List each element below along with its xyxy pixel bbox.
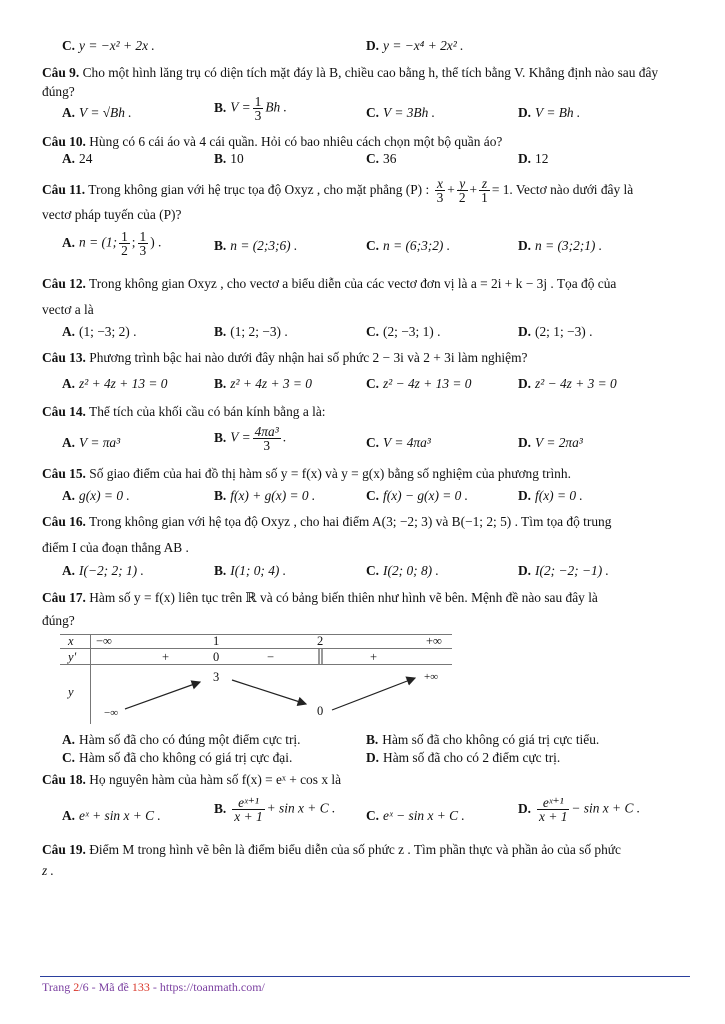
q12-option-d: D. (2; 1; −3) .: [518, 324, 593, 339]
vt-y-0: −∞: [104, 707, 119, 719]
footer-site-link[interactable]: - https://toanmath.com/: [149, 980, 265, 994]
q13-option-b: B. z² + 4z + 3 = 0: [214, 376, 312, 391]
q19-stem-2: z .: [42, 863, 54, 878]
vt-x-label: x: [68, 634, 74, 648]
q9-option-d: D. V = Bh .: [518, 105, 581, 120]
q18-options: [62, 795, 702, 826]
q15-option-b: B. f(x) + g(x) = 0 .: [214, 488, 316, 503]
footer-page-number: 2: [73, 980, 80, 994]
q13-option-c: C. z² − 4z + 13 = 0: [366, 376, 472, 391]
vt-y-label: y: [68, 685, 74, 699]
q16-options: [62, 561, 702, 581]
q12-option-b: B. (1; 2; −3) .: [214, 324, 288, 339]
q11-option-b: B. n = (2;3;6) .: [214, 238, 298, 253]
q15-option-a: A. g(x) = 0 .: [62, 488, 130, 503]
q18-option-c: C. eˣ − sin x + C .: [366, 808, 465, 823]
q14-options: [62, 424, 702, 453]
q15-stem: Câu 15. Số giao điểm của hai đồ thị hàm số y = f(x) và y = g(x) bằng số nghiệm của phương trình.: [42, 466, 571, 481]
q11-stem-2: vectơ pháp tuyến của (P)?: [42, 207, 182, 222]
q15-option-c: C. f(x) − g(x) = 0 .: [366, 488, 469, 503]
q17-option-a: A. Hàm số đã cho có đúng một điểm cực trị.: [62, 732, 301, 747]
footer-prefix: Trang: [42, 980, 74, 994]
q14-option-d: D. V = 2πa³: [518, 435, 583, 450]
q12-stem-2: vectơ a là: [42, 302, 94, 317]
q16-option-d: D. I(2; −2; −1) .: [518, 563, 609, 578]
q12-option-a: A. (1; −3; 2) .: [62, 324, 137, 339]
q10-option-d: D. 12: [518, 151, 549, 166]
q15-option-d: D. f(x) = 0 .: [518, 488, 583, 503]
vt-y-1: 3: [213, 670, 220, 684]
q9-option-b: B. V = $\frac{1}{3}$ Bh .: [214, 94, 287, 123]
arrow-up-2: [332, 678, 415, 710]
q13-option-d: D. z² − 4z + 3 = 0: [518, 376, 617, 391]
q9-options: [62, 94, 702, 123]
q18-stem: Câu 18. Họ nguyên hàm của hàm số f(x) = eˣ + cos x là: [42, 772, 342, 787]
q14-option-b: B. V = $\frac{\text{4πa³}}{3}$ .: [214, 424, 287, 453]
q8-options: [62, 36, 702, 56]
q13-stem: Câu 13. Phương trình bậc hai nào dưới đây nhận hai số phức 2 − 3i và 2 + 3i làm nghiệm?: [42, 350, 528, 365]
q8-option-d: D. y = −x⁴ + 2x² .: [366, 38, 464, 53]
q10-option-b: B. 10: [214, 151, 244, 166]
q11-option-d: D. n = (3;2;1) .: [518, 238, 603, 253]
q19-stem: Câu 19. Điểm M trong hình vẽ bên là điểm biểu diễn của số phức z . Tìm phần thực và phần ảo của số phức: [42, 842, 621, 857]
vt-x-3: +∞: [426, 634, 442, 648]
q16-option-b: B. I(1; 0; 4) .: [214, 563, 287, 578]
arrow-up-1: [125, 682, 200, 709]
q13-options: [62, 374, 702, 394]
q16-option-a: A. I(−2; 2; 1) .: [62, 563, 144, 578]
q16-option-c: C. I(2; 0; 8) .: [366, 563, 439, 578]
q9-option-a: A. V = √Bh .: [62, 105, 132, 120]
vt-sign-2: −: [267, 650, 275, 664]
q12-stem: Câu 12. Trong không gian Oxyz , cho vectơ a biểu diễn của các vectơ đơn vị là a = 2i + k − 3j . Tọa độ của: [42, 276, 617, 291]
q18-option-a: A. eˣ + sin x + C .: [62, 808, 161, 823]
q17-option-d: D. Hàm số đã cho có 2 điểm cực trị.: [366, 750, 561, 765]
vt-sign-4: +: [370, 650, 378, 664]
q9-option-c: C. V = 3Bh .: [366, 105, 435, 120]
q8-option-c: C. y = −x² + 2x .: [62, 38, 155, 53]
q17-options-row1: [62, 730, 702, 750]
q17-stem-2: đúng?: [42, 613, 75, 628]
footer-sep: /6 - Mã đề: [79, 980, 132, 994]
q16-stem: Câu 16. Trong không gian với hệ tọa độ Oxyz , cho hai điểm A(3; −2; 3) và B(−1; 2; 5) . Tìm tọa độ trung: [42, 514, 612, 529]
q9-stem: Câu 9. Cho một hình lăng trụ có diện tích mặt đáy là B, chiều cao bằng h, thể tích bằng V. Khẳng định nào sau đây đúng?: [42, 65, 659, 99]
q17-option-b: B. Hàm số đã cho không có giá trị cực tiểu.: [366, 732, 600, 747]
vt-sign-0: +: [162, 650, 170, 664]
q11-option-c: C. n = (6;3;2) .: [366, 238, 451, 253]
q17-stem: Câu 17. Hàm số y = f(x) liên tục trên ℝ và có bảng biến thiên như hình vẽ bên. Mệnh đề nào sau đây là: [42, 590, 598, 605]
q14-stem: Câu 14. Thể tích của khối cầu có bán kính bằng a là:: [42, 404, 326, 419]
q11-stem: Câu 11. Trong không gian với hệ trục tọa độ Oxyz , cho mặt phẳng (P) : $\frac{x}{3}$ + $\frac{y}{2}$ + $\frac{z}{1}$ = 1. Vectơ nào dưới đây là: [42, 176, 634, 206]
q11-option-a: A. n = (1; $\frac{1}{2}$ ; $\frac{1}{3}$ ) .: [62, 229, 162, 258]
q12-option-c: C. (2; −3; 1) .: [366, 324, 441, 339]
q14-option-a: A. V = πa³: [62, 435, 121, 450]
q13-option-a: A. z² + 4z + 13 = 0: [62, 376, 168, 391]
vt-y-3: +∞: [424, 671, 439, 683]
vt-sign-1: 0: [213, 650, 220, 664]
q10-option-c: C. 36: [366, 151, 397, 166]
q17-options-row2: [62, 748, 702, 768]
footer-rule: [40, 976, 690, 977]
vt-x-1: 1: [213, 634, 220, 648]
variation-table-grid: [60, 634, 452, 724]
q18-option-b: B. $\frac{\text{eˣ⁺¹}}{x + 1}$ + sin x + C .: [214, 795, 336, 824]
q18-option-d: D. $\frac{\text{eˣ⁺¹}}{x + 1}$ − sin x + C .: [518, 795, 641, 824]
q12-options: [62, 322, 702, 342]
q10-options: [62, 149, 702, 169]
vt-x-0: −∞: [96, 634, 112, 648]
variation-table: [60, 634, 452, 724]
q15-options: [62, 486, 702, 506]
q10-stem: Câu 10. Hùng có 6 cái áo và 4 cái quần. Hỏi có bao nhiêu cách chọn một bộ quần áo?: [42, 134, 503, 149]
footer-exam-code: 133: [131, 980, 150, 994]
arrow-down: [232, 680, 306, 704]
q14-option-c: C. V = 4πa³: [366, 435, 431, 450]
q10-option-a: A. 24: [62, 151, 93, 166]
q16-stem-2: điểm I của đoạn thẳng AB .: [42, 540, 189, 555]
q17-option-c: C. Hàm số đã cho không có giá trị cực đại.: [62, 750, 293, 765]
vt-yp-label: y': [68, 650, 77, 664]
vt-x-2: 2: [317, 634, 324, 648]
vt-y-2: 0: [317, 704, 324, 718]
q11-options: [62, 229, 702, 258]
page-footer: [42, 980, 265, 995]
